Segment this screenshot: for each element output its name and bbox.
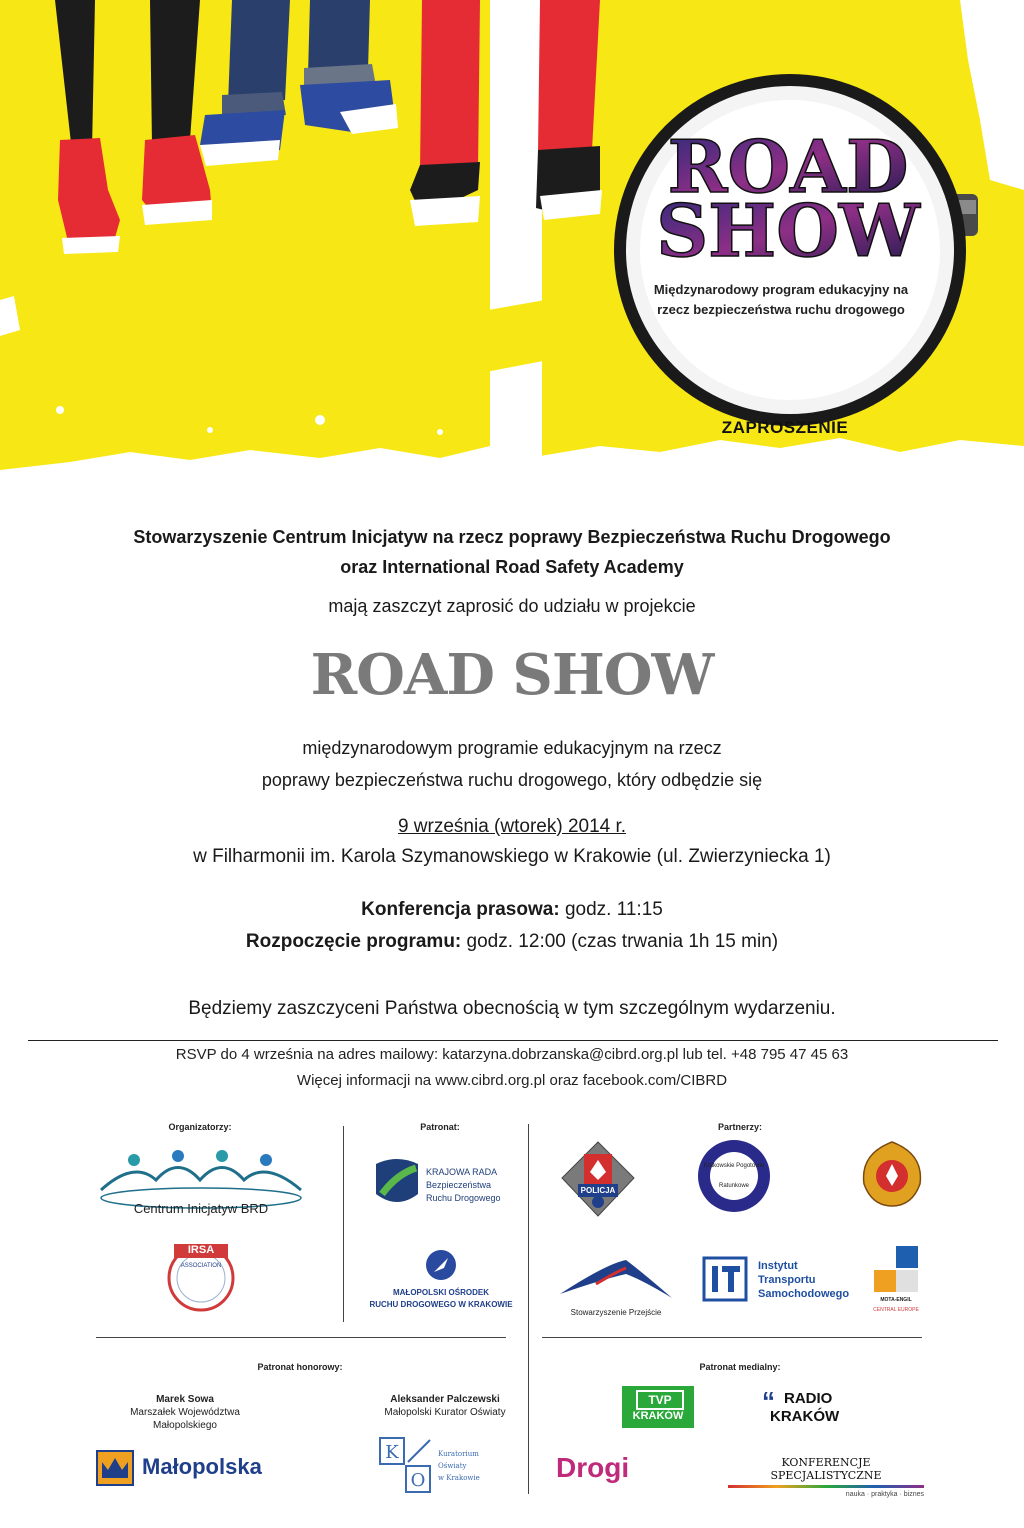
schedule-press [0,894,1024,926]
press-time: godz. 11:15 [564,899,663,920]
tvp-krakow-logo [622,1386,694,1428]
irsa-logo [164,1240,238,1312]
start-time: godz. 12:00 (czas trwania 1h 15 min) [466,931,779,952]
radio-line-2: KRAKÓW [770,1408,840,1425]
mota-line-2: CENTRAL EUROPE [873,1307,919,1313]
ambulance-service-icon [696,1138,772,1214]
cibrd-name: Centrum Inicjatyw BRD [133,1201,269,1216]
schedule-start [0,926,1024,958]
malopolska-crown-icon [96,1450,134,1486]
organizers-heading [0,522,1024,582]
rsvp-line-2: Więcej informacji na www.cibrd.org.pl oraz facebook.com/CIBRD [296,1072,728,1089]
palczewski-role: Małopolski Kurator Oświaty [384,1407,506,1418]
konf-color-bar [728,1485,924,1488]
mota-line-1: MOTA-ENGIL [880,1297,912,1303]
konf-line-1: KONFERENCJE SPECJALISTYCZNE [770,1456,882,1482]
drogi-name: Drogi [556,1452,630,1483]
start-label: Rozpoczęcie programu: [245,931,462,952]
palczewski-name-text: Aleksander Palczewski [390,1394,500,1405]
event-venue: w Filharmonii im. Karola Szymanowskiego w Krakowie (ul. Zwierzyniecka 1) [193,846,831,867]
invitation-label: ZAPROSZENIE [721,418,849,437]
malopolska-logo [96,1450,276,1490]
malopolska-name: Małopolska [142,1454,262,1479]
krbrd-line-2: Bezpieczeństwa [426,1180,492,1190]
pogotowie-line-1: Krakowskie Pogotowie [703,1163,765,1169]
kuratorium-line-2: Oświaty [438,1462,467,1470]
sponsor-divider-1 [343,1126,344,1322]
irsa-name: IRSA [187,1244,215,1256]
krbrd-line-1: KRAJOWA RADA [426,1167,498,1177]
mord-line-1: MAŁOPOLSKI OŚRODEK [392,1288,489,1297]
event-title: ROAD SHOW [310,642,714,708]
lens-logo-road: ROAD [667,124,909,209]
radio-quote-icon: “ [762,1386,775,1416]
mord-arrow-icon [366,1248,516,1282]
honorary-label: Patronat honorowy: [257,1362,343,1372]
sowa-name-text: Marek Sowa [156,1394,214,1405]
its-logo [702,1256,862,1306]
partners-label: Partnerzy: [717,1122,762,1132]
pogotowie-line-2: Ratunkowe [718,1183,750,1189]
kuratorium-logo [378,1436,502,1496]
sowa-name [120,1393,250,1406]
org-line-1: Stowarzyszenie Centrum Inicjatyw na rzecz poprawy Bezpieczeństwa Ruchu Drogowego [133,527,891,547]
its-mark-icon [702,1256,748,1302]
mota-engil-logo [872,1246,920,1318]
przejscie-name: Stowarzyszenie Przejście [570,1308,662,1317]
palczewski-name [370,1393,520,1406]
media-label: Patronat medialny: [699,1362,781,1372]
divider [28,1040,998,1041]
event-description [0,732,1024,796]
org-line-2: oraz International Road Safety Academy [340,557,684,577]
mord-line-2: RUCHU DROGOWEGO W KRAKOWIE [369,1300,513,1309]
cibrd-logo [96,1150,306,1220]
sponsor-hline-right [542,1337,922,1338]
kuratorium-line-3: w Krakowie [438,1474,480,1482]
policja-logo [560,1140,636,1218]
mota-engil-squares-icon [872,1246,920,1294]
description-line-1: międzynarodowym programie edukacyjnym na rzecz [302,738,722,758]
closing-line: Będziemy zaszczyceni Państwa obecnością w tym szczególnym wydarzeniu. [188,998,836,1019]
its-line-3: Samochodowego [758,1288,850,1300]
organizers-label: Organizatorzy: [168,1122,232,1132]
przejscie-swoosh-icon [556,1254,676,1304]
svg-text:K: K [385,1442,399,1463]
sponsor-hline-left [96,1337,506,1338]
krbrd-logo [372,1154,512,1214]
description-line-2: poprawy bezpieczeństwa ruchu drogowego, który odbędzie się [261,770,763,790]
drogi-logo [556,1452,636,1488]
kuratorium-line-1: Kuratorium [438,1450,479,1458]
rsvp-info [0,1042,1024,1094]
kuratorium-ko-icon [378,1436,434,1496]
krbrd-road-icon [372,1154,422,1210]
mord-logo [366,1248,516,1312]
its-line-1: Instytut [758,1260,798,1272]
radio-krakow-logo [758,1386,868,1428]
palczewski-block [370,1393,520,1419]
fire-service-logo [858,1140,926,1208]
irsa-sub: ASSOCIATION [180,1263,222,1269]
policja-name: POLICJA [578,1184,618,1197]
magnifier-lens [600,60,980,440]
sponsor-divider-2 [528,1124,529,1494]
konf-line-2: nauka · praktyka · biznes [845,1491,924,1498]
honor-line: mają zaszczyt zaprosić do udziału w projekcie [328,596,696,616]
sowa-block [120,1393,250,1432]
event-schedule [0,894,1024,958]
event-date: 9 września (wtorek) 2014 r. [397,816,627,837]
przejscie-logo [556,1254,676,1318]
its-line-2: Transportu [758,1274,816,1286]
svg-text:O: O [410,1470,426,1491]
lens-logo-show: SHOW [656,188,920,273]
radio-line-1: RADIO [784,1390,833,1407]
patronage-label: Patronat: [420,1122,460,1132]
sowa-role: Marszałek Województwa Małopolskiego [130,1407,240,1431]
tvp-name: TVP [636,1390,684,1410]
lens-tagline: Międzynarodowy program edukacyjny na rzecz bezpieczeństwa ruchu drogowego [653,282,909,317]
police-star-icon [560,1140,636,1218]
hero-banner [0,0,1024,490]
press-label: Konferencja prasowa: [361,899,560,920]
tvp-city: KRAKÓW [632,1410,684,1422]
pogotowie-logo [696,1138,772,1214]
rsvp-line-1: RSVP do 4 września na adres mailowy: katarzyna.dobrzanska@cibrd.org.pl lub tel. +48 795 47 45 63 [175,1046,849,1063]
krbrd-line-3: Ruchu Drogowego [426,1193,501,1203]
konferencje-logo [728,1456,924,1498]
fire-badge-icon [858,1140,926,1208]
